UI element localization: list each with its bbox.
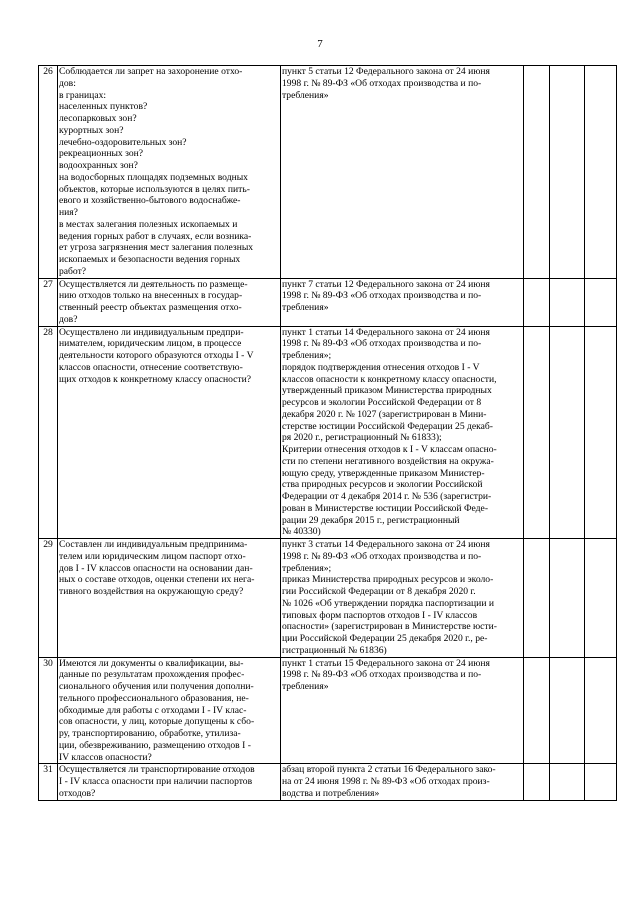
question-text-line: телем или юридическим лицом паспорт отхо-	[59, 550, 246, 562]
legal-basis-text-line: пункт 7 статьи 12 Федерального закона от 24 июня	[282, 278, 490, 290]
answer-na-cell	[585, 764, 617, 800]
question-text-line: Осуществляется ли транспортирование отходов	[59, 764, 255, 776]
question-text-line: ных о составе отходов, оценки степени их нега-	[59, 574, 255, 586]
question-text-line: в границах:	[59, 89, 107, 101]
legal-basis-text-line: абзац второй пункта 2 статьи 16 Федерального зако-	[282, 764, 496, 776]
legal-basis-cell	[281, 278, 524, 326]
answer-na-cell	[585, 66, 617, 279]
question-text-line: на водосборных площадях подземных водных	[59, 171, 248, 183]
legal-basis-text-line: рации 29 декабря 2015 г., регистрационный	[282, 514, 460, 526]
question-text-line: Соблюдается ли запрет на захоронение отхо-	[59, 66, 243, 77]
legal-basis-text-line: гии Российской Федерации от 8 декабря 2020 г.	[282, 586, 476, 597]
question-text-line: отходов?	[59, 787, 96, 799]
question-text-line: дов:	[59, 77, 76, 89]
legal-basis-text-line: ства природных ресурсов и экологии Российской	[282, 479, 483, 491]
question-text-line: евого и хозяйственно-бытового водоснабже-	[59, 195, 241, 207]
legal-basis-cell	[281, 764, 524, 800]
answer-yes-cell	[524, 764, 550, 800]
question-cell	[58, 539, 281, 658]
question-text-line: ет угроза загрязнения мест залегания полезных	[59, 242, 254, 254]
question-text-line: работ?	[59, 265, 87, 277]
answer-na-cell	[585, 278, 617, 326]
legal-basis-cell	[281, 539, 524, 658]
legal-basis-text-line: Федерации от 4 декабря 2014 г. № 536 (зарегистри-	[282, 491, 492, 502]
question-text-line: I - IV класса опасности при наличии паспортов	[59, 776, 253, 787]
legal-basis-text-line: № 40330)	[282, 526, 321, 538]
legal-basis-text-line: утвержденный приказом Министерства природных	[282, 385, 492, 397]
row-number: 27	[39, 278, 58, 326]
legal-basis-text-line: порядок подтверждения отнесения отходов I - V	[282, 361, 480, 373]
legal-basis-text-line: требления»;	[282, 562, 332, 574]
table-row	[39, 657, 617, 764]
legal-basis-text-line: 1998 г. № 89-ФЗ «Об отходах производства и по-	[282, 290, 482, 302]
question-text-line: Осуществлено ли индивидуальным предпри-	[59, 326, 244, 338]
legal-basis-cell	[281, 66, 524, 279]
answer-yes-cell	[524, 539, 550, 658]
legal-basis-text-line: рован в Министерстве юстиции Российской Феде-	[282, 502, 489, 514]
question-text-line: щих отходов к конкретному классу опасности?	[59, 373, 251, 385]
answer-no-cell	[550, 66, 585, 279]
legal-basis-text-line: ции Российской Федерации 25 декабря 2020 г., ре-	[282, 633, 488, 644]
question-text-line: тивного воздействия на окружающую среду?	[59, 586, 244, 597]
row-number: 28	[39, 326, 58, 539]
legal-basis-text-line: опасности» (зарегистрирован в Министерстве юсти-	[282, 621, 497, 633]
question-text-line: водоохранных зон?	[59, 160, 138, 171]
legal-basis-text-line: декабря 2020 г. № 1027 (зарегистрирован в Мини-	[282, 408, 487, 420]
question-text-line: дов?	[59, 313, 78, 325]
question-text-line: ния?	[59, 207, 78, 218]
question-text-line: данные по результатам прохождения профес-	[59, 669, 245, 681]
question-text-line: сионального обучения или получения дополни-	[59, 681, 254, 692]
legal-basis-text-line: типовых форм паспортов отходов I - IV классов	[282, 609, 478, 621]
table-row	[39, 539, 617, 658]
answer-na-cell	[585, 539, 617, 658]
question-text-line: Имеются ли документы о квалификации, вы-	[59, 657, 244, 669]
answer-yes-cell	[524, 278, 550, 326]
question-cell	[58, 764, 281, 800]
legal-basis-text-line: 1998 г. № 89-ФЗ «Об отходах производства и по-	[282, 338, 482, 350]
answer-na-cell	[585, 326, 617, 539]
question-text-line: ственный реестр объектах размещения отхо-	[59, 302, 242, 313]
legal-basis-text-line: пункт 1 статьи 14 Федерального закона от 24 июня	[282, 326, 490, 338]
question-text-line: ции, обезвреживанию, размещению отходов I -	[59, 739, 251, 751]
answer-na-cell	[585, 657, 617, 764]
question-text-line: дов I - IV классов опасности на основании дан-	[59, 562, 253, 574]
legal-basis-text-line: ющую среду, утвержденные приказом Министер-	[282, 467, 485, 479]
legal-basis-text-line: требления»	[282, 302, 329, 313]
question-text-line: классов опасности, отнесение соответствую-	[59, 361, 243, 373]
row-number: 31	[39, 764, 58, 800]
legal-basis-text-line: классов опасности к конкретному классу опасности,	[282, 373, 497, 385]
legal-basis-text-line: на от 24 июня 1998 г. № 89-ФЗ «Об отходах произ-	[282, 776, 490, 787]
question-text-line: ведения горных работ в случаях, если возника-	[59, 230, 252, 242]
legal-basis-text-line: пункт 1 статьи 15 Федерального закона от 24 июня	[282, 657, 490, 669]
legal-basis-cell	[281, 657, 524, 764]
legal-basis-text-line: пункт 3 статьи 14 Федерального закона от 24 июня	[282, 539, 490, 550]
question-text-line: лесопарковых зон?	[59, 113, 137, 124]
answer-no-cell	[550, 657, 585, 764]
question-text-line: лечебно-оздоровительных зон?	[59, 136, 187, 148]
legal-basis-text-line: требления»	[282, 681, 329, 692]
checklist-body	[39, 66, 617, 801]
row-number: 26	[39, 66, 58, 279]
question-text-line: населенных пунктов?	[59, 101, 148, 113]
question-cell	[58, 657, 281, 764]
legal-basis-text-line: водства и потребления»	[282, 787, 380, 799]
question-text-line: нию отходов только на внесенных в государ-	[59, 290, 243, 302]
legal-basis-text-line: 1998 г. № 89-ФЗ «Об отходах производства и по-	[282, 550, 482, 562]
legal-basis-text-line: приказ Министерства природных ресурсов и эколо-	[282, 574, 494, 586]
answer-no-cell	[550, 764, 585, 800]
question-text-line: объектов, которые используются в целях пить-	[59, 183, 250, 195]
legal-basis-text-line: требления»;	[282, 350, 332, 361]
question-text-line: Составлен ли индивидуальным предпринима-	[59, 539, 248, 550]
question-text-line: деятельности которого образуются отходы I - V	[59, 350, 254, 361]
legal-basis-text-line: сти по степени негативного воздействия на окружа-	[282, 455, 494, 467]
question-text-line: ископаемых и безопасности ведения горных	[59, 254, 241, 265]
legal-basis-text-line: ря 2020 г., регистрационный № 61833);	[282, 432, 442, 444]
table-row	[39, 764, 617, 800]
question-cell	[58, 278, 281, 326]
table-row	[39, 278, 617, 326]
question-cell	[58, 66, 281, 279]
answer-yes-cell	[524, 66, 550, 279]
legal-basis-text-line: гистрационный № 61836)	[282, 644, 387, 656]
question-text-line: нимателем, юридическим лицом, в процессе	[59, 338, 242, 350]
legal-basis-text-line: 1998 г. № 89-ФЗ «Об отходах производства и по-	[282, 77, 482, 89]
question-text-line: обходимые для работы с отходами I - IV клас-	[59, 704, 247, 716]
question-text-line: в местах залегания полезных ископаемых и	[59, 218, 238, 230]
question-text-line: курортных зон?	[59, 124, 124, 136]
legal-basis-text-line: ресурсов и экологии Российской Федерации от 8	[282, 397, 482, 408]
answer-no-cell	[550, 539, 585, 658]
answer-no-cell	[550, 278, 585, 326]
legal-basis-text-line: 1998 г. № 89-ФЗ «Об отходах производства и по-	[282, 669, 482, 681]
question-text-line: рекреационных зон?	[59, 148, 144, 160]
table-row	[39, 66, 617, 279]
question-text-line: Осуществляется ли деятельность по размеще-	[59, 278, 248, 290]
question-text-line: IV классов опасности?	[59, 751, 152, 763]
legal-basis-text-line: стерстве юстиции Российской Федерации 25 декаб-	[282, 420, 494, 432]
legal-basis-text-line: Критерии отнесения отходов к I - V классам опасно-	[282, 444, 497, 455]
question-cell	[58, 326, 281, 539]
question-text-line: ру, транспортированию, обработке, утилиза-	[59, 728, 241, 739]
legal-basis-text-line: требления»	[282, 89, 329, 101]
table-row	[39, 326, 617, 539]
answer-yes-cell	[524, 657, 550, 764]
question-text-line: сов опасности, у лиц, которые допущены к сбо-	[59, 716, 255, 728]
legal-basis-text-line: пункт 5 статьи 12 Федерального закона от 24 июня	[282, 66, 490, 77]
row-number: 29	[39, 539, 58, 658]
inspection-checklist-table	[38, 65, 617, 801]
page-number: 7	[317, 38, 323, 50]
answer-yes-cell	[524, 326, 550, 539]
row-number: 30	[39, 657, 58, 764]
legal-basis-text-line: № 1026 «Об утверждении порядка паспортизации и	[282, 597, 494, 609]
question-text-line: тельного профессионального образования, не-	[59, 692, 249, 704]
answer-no-cell	[550, 326, 585, 539]
legal-basis-cell	[281, 326, 524, 539]
